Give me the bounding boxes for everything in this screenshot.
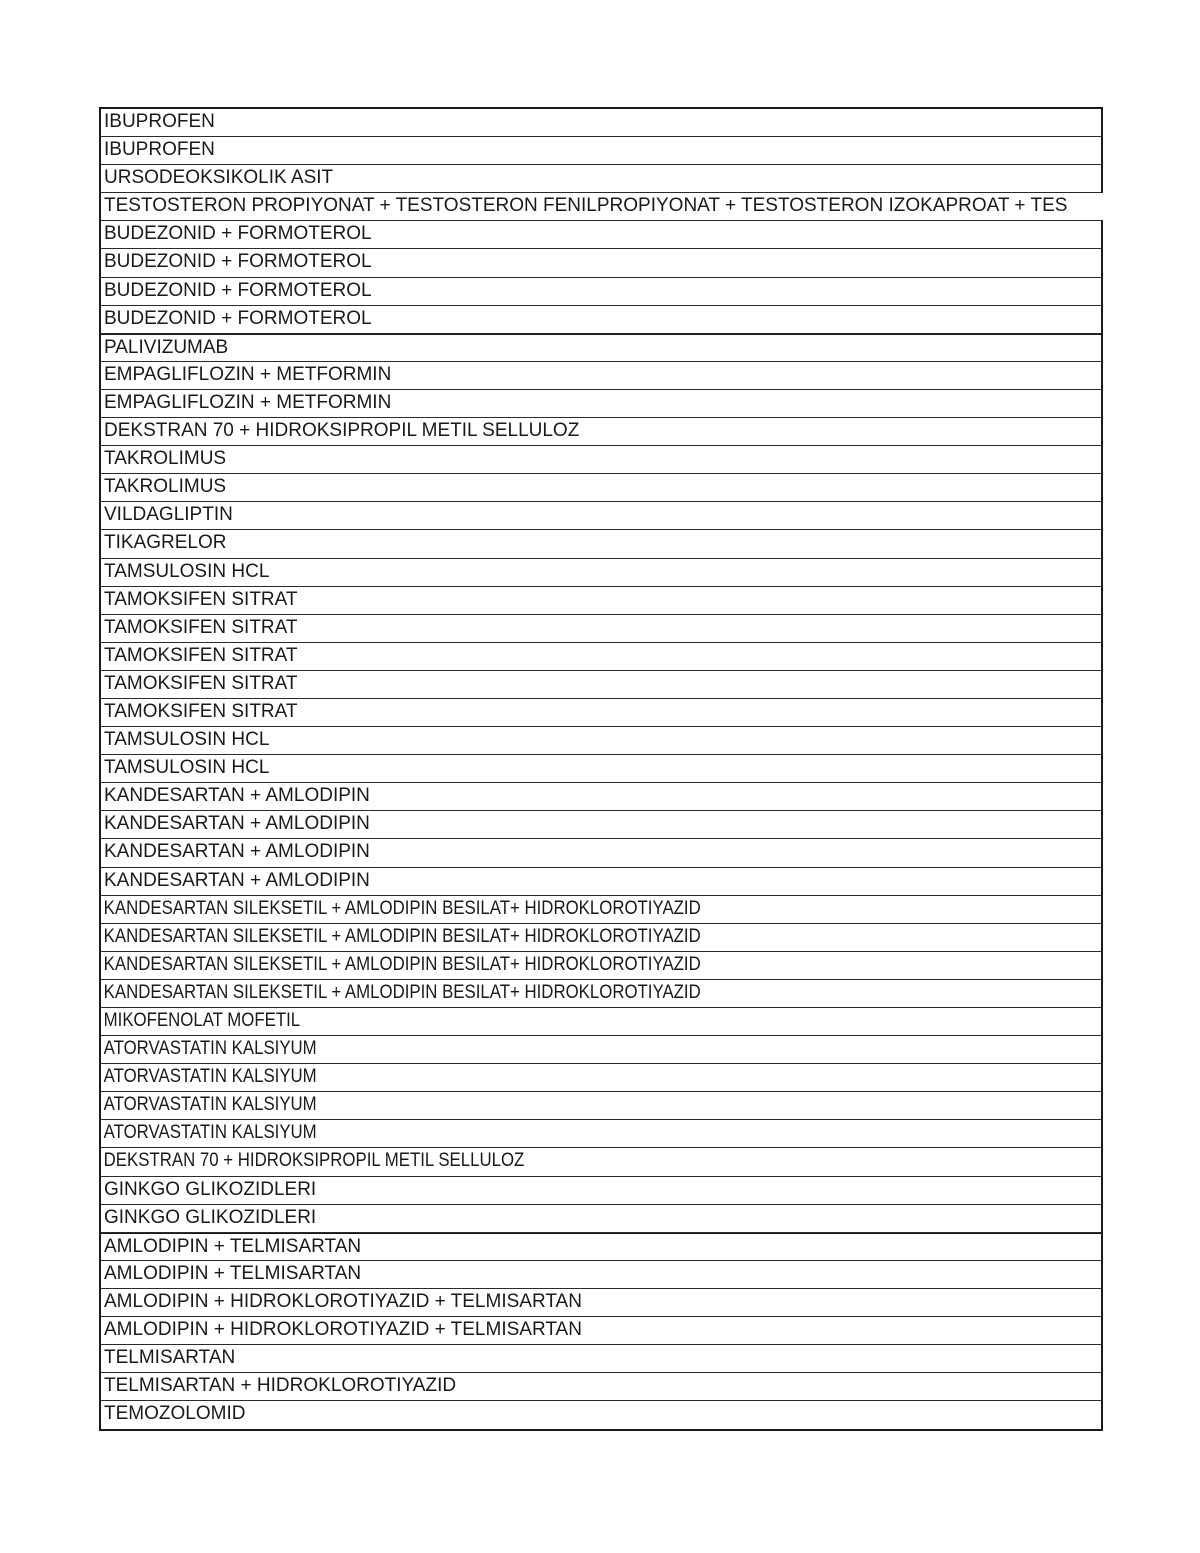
drug-name-cell: TAMOKSIFEN SITRAT	[104, 616, 298, 638]
drug-name-cell: GINKGO GLIKOZIDLERI	[104, 1206, 317, 1228]
drug-name-cell: KANDESARTAN + AMLODIPIN	[104, 785, 370, 807]
drug-name-cell: KANDESARTAN SILEKSETIL + AMLODIPIN BESILAT+ HIDROKLOROTIYAZID	[103, 925, 701, 947]
drug-name-cell: TAMSULOSIN HCL	[104, 560, 270, 582]
table-row	[99, 896, 1103, 924]
table-row	[99, 446, 1103, 474]
table-row	[99, 362, 1103, 390]
drug-name-cell: ATORVASTATIN KALSIYUM	[103, 1094, 317, 1116]
table-row	[99, 1401, 1103, 1429]
drug-name-cell: BUDEZONID + FORMOTEROL	[104, 223, 372, 245]
table-row	[99, 1148, 1103, 1176]
drug-name-cell: KANDESARTAN SILEKSETIL + AMLODIPIN BESILAT+ HIDROKLOROTIYAZID	[103, 953, 701, 975]
drug-name-cell: TELMISARTAN	[104, 1347, 236, 1369]
table-row	[99, 1064, 1103, 1092]
drug-name-cell: TIKAGRELOR	[104, 532, 227, 554]
table-row	[99, 1092, 1103, 1120]
table-row	[99, 1345, 1103, 1373]
table-row	[99, 1233, 1103, 1261]
table-row	[99, 1008, 1103, 1036]
table-row	[99, 839, 1103, 867]
table-row	[99, 924, 1103, 952]
table-row	[99, 980, 1103, 1008]
drug-name-table	[99, 107, 1103, 1431]
drug-name-cell: URSODEOKSIKOLIK ASIT	[104, 167, 334, 189]
drug-name-cell: KANDESARTAN + AMLODIPIN	[104, 841, 370, 863]
table-row	[99, 615, 1103, 643]
table-row	[99, 109, 1103, 137]
drug-name-cell: DEKSTRAN 70 + HIDROKSIPROPIL METIL SELLULOZ	[104, 420, 580, 442]
table-row	[99, 1261, 1103, 1289]
table-row	[99, 334, 1103, 362]
table-row	[99, 783, 1103, 811]
table-row	[99, 1177, 1103, 1205]
table-row	[99, 502, 1103, 530]
drug-name-cell: TESTOSTERON PROPIYONAT + TESTOSTERON FENILPROPIYONAT + TESTOSTERON IZOKAPROAT + TES	[104, 195, 1068, 217]
table-row	[99, 530, 1103, 558]
table-row	[99, 755, 1103, 783]
drug-name-cell: TAKROLIMUS	[104, 476, 227, 498]
drug-name-cell: TAMOKSIFEN SITRAT	[104, 672, 298, 694]
drug-name-cell: TAKROLIMUS	[104, 448, 227, 470]
drug-name-cell: IBUPROFEN	[104, 111, 215, 132]
drug-name-cell: IBUPROFEN	[104, 139, 215, 161]
table-row	[99, 1120, 1103, 1148]
table-row	[99, 306, 1103, 334]
drug-name-cell: KANDESARTAN SILEKSETIL + AMLODIPIN BESILAT+ HIDROKLOROTIYAZID	[103, 981, 701, 1003]
table-row	[99, 699, 1103, 727]
drug-name-cell: VILDAGLIPTIN	[104, 504, 233, 526]
drug-name-cell: ATORVASTATIN KALSIYUM	[103, 1038, 317, 1060]
table-row	[99, 474, 1103, 502]
drug-name-cell: ATORVASTATIN KALSIYUM	[103, 1122, 317, 1144]
drug-name-cell: TAMSULOSIN HCL	[104, 757, 270, 779]
drug-name-cell: TELMISARTAN + HIDROKLOROTIYAZID	[104, 1375, 457, 1397]
table-row	[99, 952, 1103, 980]
table-row	[99, 1373, 1103, 1401]
drug-name-cell: KANDESARTAN SILEKSETIL + AMLODIPIN BESILAT+ HIDROKLOROTIYAZID	[103, 897, 701, 919]
drug-name-cell: EMPAGLIFLOZIN + METFORMIN	[104, 363, 392, 385]
drug-name-cell: EMPAGLIFLOZIN + METFORMIN	[104, 391, 392, 413]
drug-name-cell: PALIVIZUMAB	[104, 336, 229, 358]
drug-name-cell: TAMOKSIFEN SITRAT	[104, 700, 298, 722]
table-row	[99, 1036, 1103, 1064]
table-row	[99, 221, 1103, 249]
drug-name-cell: BUDEZONID + FORMOTEROL	[104, 279, 372, 301]
table-row	[99, 868, 1103, 896]
table-row	[99, 137, 1103, 165]
drug-name-cell: TAMOKSIFEN SITRAT	[104, 588, 298, 610]
drug-name-cell: GINKGO GLIKOZIDLERI	[104, 1178, 317, 1200]
table-row	[99, 671, 1103, 699]
table-row	[99, 1317, 1103, 1345]
drug-name-cell: TEMOZOLOMID	[104, 1403, 246, 1425]
drug-name-cell: AMLODIPIN + HIDROKLOROTIYAZID + TELMISARTAN	[104, 1290, 582, 1312]
table-row	[99, 1205, 1103, 1233]
drug-name-cell: AMLODIPIN + TELMISARTAN	[104, 1235, 362, 1257]
drug-name-cell: DEKSTRAN 70 + HIDROKSIPROPIL METIL SELLULOZ	[103, 1150, 525, 1172]
drug-name-cell: KANDESARTAN + AMLODIPIN	[104, 813, 370, 835]
table-row	[99, 249, 1103, 277]
drug-name-cell: KANDESARTAN + AMLODIPIN	[104, 869, 370, 891]
drug-name-cell: BUDEZONID + FORMOTEROL	[104, 307, 372, 329]
table-row	[99, 727, 1103, 755]
drug-name-cell: BUDEZONID + FORMOTEROL	[104, 251, 372, 273]
drug-name-cell: MIKOFENOLAT MOFETIL	[103, 1010, 301, 1031]
table-row	[99, 278, 1103, 306]
table-row	[99, 587, 1103, 615]
drug-name-cell: TAMOKSIFEN SITRAT	[104, 644, 298, 666]
table-row	[99, 811, 1103, 839]
table-row	[99, 1289, 1103, 1317]
table-row	[99, 165, 1103, 193]
table-row	[99, 643, 1103, 671]
table-row	[99, 559, 1103, 587]
drug-name-cell: AMLODIPIN + HIDROKLOROTIYAZID + TELMISARTAN	[104, 1319, 582, 1341]
drug-name-cell: TAMSULOSIN HCL	[104, 729, 270, 751]
table-row	[99, 193, 1103, 221]
drug-name-cell: AMLODIPIN + TELMISARTAN	[104, 1262, 362, 1284]
table-row	[99, 418, 1103, 446]
table-row	[99, 390, 1103, 418]
drug-name-cell: ATORVASTATIN KALSIYUM	[103, 1066, 317, 1088]
